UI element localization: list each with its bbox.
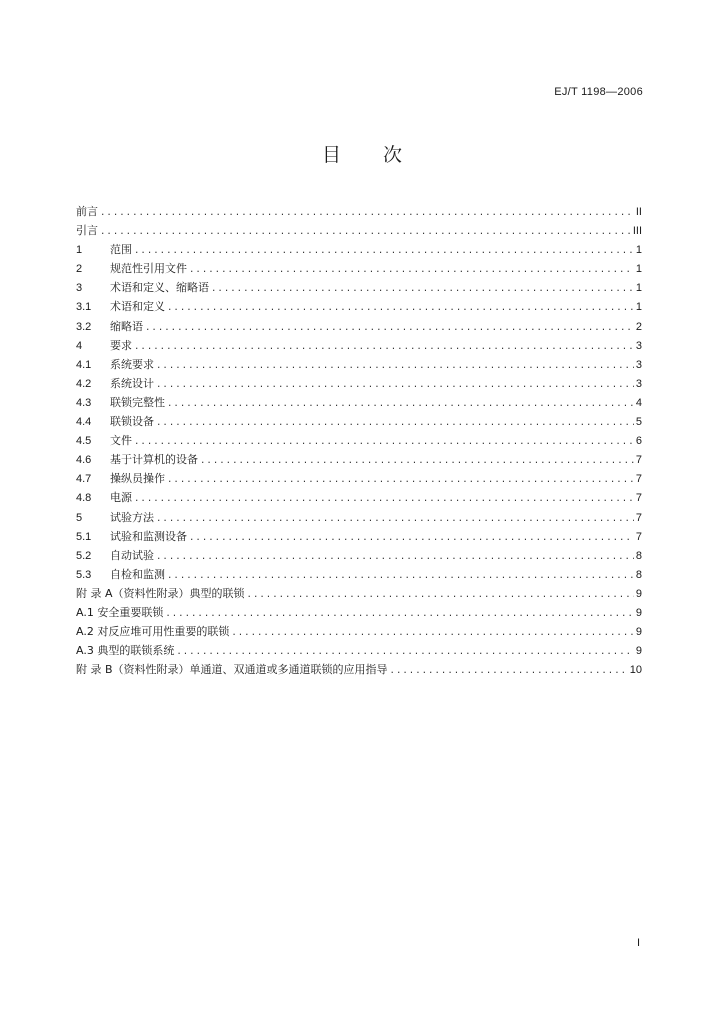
toc-leader-dots [156, 548, 634, 565]
toc-leader-dots [134, 433, 634, 450]
toc-entry-page: 3 [635, 377, 642, 390]
toc-entry-number: 5.1 [76, 530, 92, 543]
toc-entry[interactable] [76, 660, 642, 679]
toc-entry-page: 1 [635, 244, 642, 257]
toc-entry-title: 联锁完整性 [110, 395, 165, 409]
toc-entry-title: A.1 安全重要联锁 [76, 605, 164, 619]
toc-entry[interactable] [76, 374, 642, 393]
toc-entry-title: 操纵员操作 [110, 472, 165, 486]
toc-entry[interactable] [76, 641, 642, 660]
toc-entry-page: II [635, 206, 642, 218]
toc-entry-page: 7 [635, 511, 642, 524]
toc-entry-page: 2 [635, 320, 642, 333]
toc-entry-title: 基于计算机的设备 [110, 453, 198, 467]
toc-leader-dots [134, 338, 634, 355]
toc-entry-title: 范围 [110, 243, 132, 257]
toc-entry-number: 4.6 [76, 454, 92, 467]
toc-leader-dots [390, 662, 628, 679]
toc-entry-title: 引言 [76, 224, 98, 238]
toc-entry[interactable] [76, 278, 642, 297]
toc-entry[interactable] [76, 412, 642, 431]
toc-entry[interactable] [76, 546, 642, 565]
page-number: I [636, 937, 640, 949]
toc-leader-dots [134, 242, 634, 259]
toc-entry-page: 1 [635, 301, 642, 314]
toc-entry[interactable] [76, 603, 642, 622]
toc-leader-dots [100, 223, 631, 240]
toc-entry-title: A.3 典型的联锁系统 [76, 644, 175, 658]
toc-entry-page: 7 [635, 454, 642, 467]
toc-entry-page: 1 [635, 263, 642, 276]
toc-entry-page: 7 [635, 473, 642, 486]
toc-entry-page: 5 [635, 416, 642, 429]
toc-leader-dots [247, 586, 634, 603]
toc-entry[interactable] [76, 508, 642, 527]
toc-leader-dots [134, 490, 634, 507]
toc-leader-dots [156, 376, 634, 393]
toc-entry-page: 9 [635, 606, 642, 619]
toc-entry-title: 系统要求 [110, 357, 154, 371]
toc-entry[interactable] [76, 393, 642, 412]
toc-entry[interactable] [76, 221, 642, 240]
toc-leader-dots [167, 471, 634, 488]
toc-entry-page: 7 [635, 492, 642, 505]
toc-leader-dots [176, 643, 634, 660]
toc-leader-dots [167, 299, 634, 316]
toc-entry-title: 术语和定义、缩略语 [110, 281, 209, 295]
toc-entry-title: 联锁设备 [110, 415, 154, 429]
toc-entry-page: 9 [635, 645, 642, 658]
toc-entry[interactable] [76, 450, 642, 469]
toc-entry-number: 4.2 [76, 377, 92, 390]
toc-leader-dots [156, 510, 634, 527]
table-of-contents [76, 202, 642, 679]
toc-leader-dots [100, 204, 634, 221]
toc-entry[interactable] [76, 336, 642, 355]
toc-entry-number: 4.8 [76, 492, 92, 505]
toc-leader-dots [156, 414, 634, 431]
toc-entry-page: 1 [635, 282, 642, 295]
toc-entry-title: 规范性引用文件 [110, 262, 187, 276]
toc-entry-page: 3 [635, 358, 642, 371]
toc-entry-title: 前言 [76, 205, 98, 218]
toc-leader-dots [211, 280, 634, 297]
page-title: 目 次 [321, 144, 421, 166]
toc-entry-page: 8 [635, 549, 642, 562]
toc-entry-title: 附 录 B（资料性附录）单通道、双通道或多通道联锁的应用指导 [76, 663, 388, 677]
toc-entry[interactable] [76, 297, 642, 316]
toc-leader-dots [200, 452, 634, 469]
toc-entry-page: 4 [635, 396, 642, 409]
toc-entry-number: 4.5 [76, 435, 92, 448]
toc-entry-title: 试验方法 [110, 510, 154, 524]
toc-entry-page: 8 [635, 568, 642, 581]
toc-leader-dots [189, 529, 634, 546]
toc-entry-title: 术语和定义 [110, 300, 165, 314]
toc-entry-page: 9 [635, 626, 642, 639]
toc-leader-dots [165, 605, 634, 622]
toc-entry-title: 电源 [110, 491, 132, 505]
toc-entry-number: 5.2 [76, 549, 92, 562]
toc-leader-dots [145, 319, 634, 336]
toc-entry-title: 自检和监测 [110, 567, 165, 581]
toc-leader-dots [167, 567, 634, 584]
toc-entry-number: 3.2 [76, 320, 92, 333]
toc-entry-number: 4 [76, 339, 83, 352]
toc-entry[interactable] [76, 469, 642, 488]
toc-entry-number: 5 [76, 511, 83, 524]
toc-entry[interactable] [76, 317, 642, 336]
toc-entry-number: 2 [76, 263, 83, 276]
toc-entry-number: 4.1 [76, 358, 92, 371]
toc-entry-title: 试验和监测设备 [110, 529, 187, 543]
toc-entry-page: 7 [635, 530, 642, 543]
toc-entry-title: 系统设计 [110, 376, 154, 390]
toc-leader-dots [167, 395, 634, 412]
toc-entry[interactable] [76, 527, 642, 546]
toc-entry[interactable] [76, 355, 642, 374]
toc-entry-title: 文件 [110, 434, 132, 448]
toc-entry-title: A.2 对反应堆可用性重要的联锁 [76, 625, 230, 639]
toc-entry[interactable] [76, 259, 642, 278]
toc-entry[interactable] [76, 565, 642, 584]
toc-entry-number: 4.4 [76, 416, 92, 429]
toc-entry[interactable] [76, 431, 642, 450]
document-code: EJ/T 1198—2006 [554, 86, 643, 98]
toc-entry-number: 3 [76, 282, 83, 295]
toc-entry[interactable] [76, 240, 642, 259]
toc-entry-number: 4.7 [76, 473, 92, 486]
toc-entry[interactable] [76, 488, 642, 507]
toc-entry-page: 10 [629, 664, 642, 677]
toc-entry-title: 缩略语 [110, 319, 143, 333]
toc-entry-page: III [632, 225, 642, 238]
toc-leader-dots [189, 261, 634, 278]
toc-entry-number: 3.1 [76, 301, 92, 314]
toc-entry-page: 6 [635, 435, 642, 448]
toc-entry-number: 5.3 [76, 568, 92, 581]
toc-entry[interactable] [76, 202, 642, 221]
toc-entry-page: 9 [635, 587, 642, 600]
toc-entry[interactable] [76, 584, 642, 603]
toc-leader-dots [231, 624, 634, 641]
toc-entry-title: 要求 [110, 338, 132, 352]
toc-entry-title: 自动试验 [110, 548, 154, 562]
toc-entry[interactable] [76, 622, 642, 641]
toc-entry-number: 4.3 [76, 396, 92, 409]
toc-entry-page: 3 [635, 339, 642, 352]
toc-entry-number: 1 [76, 244, 83, 257]
toc-leader-dots [156, 357, 634, 374]
toc-entry-title: 附 录 A（资料性附录）典型的联锁 [76, 586, 245, 600]
